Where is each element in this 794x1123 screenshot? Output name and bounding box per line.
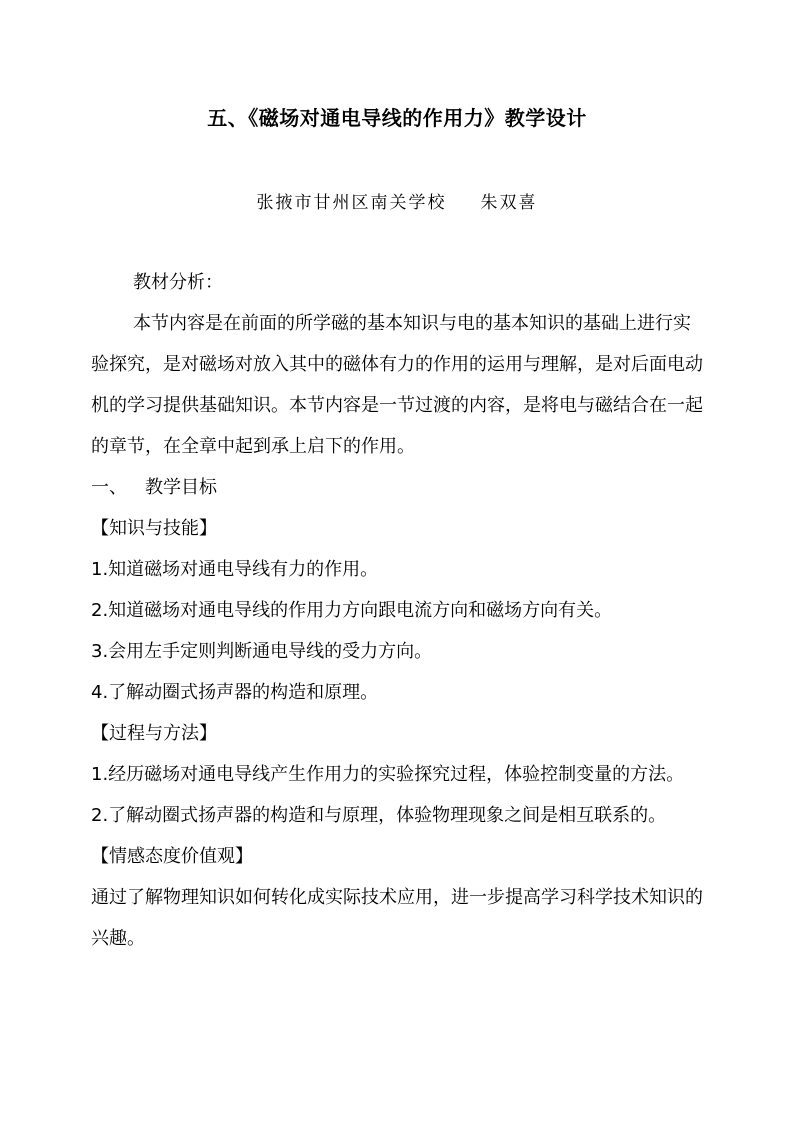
emotion-heading: 【情感态度价值观】 xyxy=(91,846,253,867)
objectives-heading xyxy=(91,467,703,508)
knowledge-item-4: 4.了解动圈式扬声器的构造和原理。 xyxy=(91,682,379,703)
objectives-heading-text: 教学目标 xyxy=(145,477,217,498)
analysis-paragraph: 本节内容是在前面的所学磁的基本知识与电的基本知识的基础上进行实验探究，是对磁场对放入其中的磁体有力的作用的运用与理解，是对后面电动机的学习提供基础知识。本节内容是一节过渡的内容，是将电与磁结合在一起的章节，在全章中起到承上启下的作用。 xyxy=(91,313,703,457)
process-item-1: 1.经历磁场对通电导线产生作用力的实验探究过程，体验控制变量的方法。 xyxy=(91,764,685,785)
process-item-2: 2.了解动圈式扬声器的构造和与原理，体验物理现象之间是相互联系的。 xyxy=(91,805,667,826)
objectives-number: 一、 xyxy=(91,477,127,498)
emotion-paragraph: 通过了解物理知识如何转化成实际技术应用，进一步提高学习科学技术知识的兴趣。 xyxy=(91,887,703,949)
knowledge-item-3: 3.会用左手定则判断通电导线的受力方向。 xyxy=(91,641,433,662)
knowledge-item-2: 2.知道磁场对通电导线的作用力方向跟电流方向和磁场方向有关。 xyxy=(91,600,613,621)
analysis-label: 教材分析： xyxy=(133,272,223,293)
author-name: 朱双喜 xyxy=(480,193,538,213)
knowledge-item-1: 1.知道磁场对通电导线有力的作用。 xyxy=(91,559,379,580)
author-school: 张掖市甘州区南关学校 xyxy=(256,193,447,213)
knowledge-heading: 【知识与技能】 xyxy=(91,518,217,539)
document-title: 五、《磁场对通电导线的作用力》教学设计 xyxy=(207,106,587,130)
author-line xyxy=(0,188,794,213)
document-body xyxy=(91,262,703,959)
process-heading: 【过程与方法】 xyxy=(91,723,217,744)
